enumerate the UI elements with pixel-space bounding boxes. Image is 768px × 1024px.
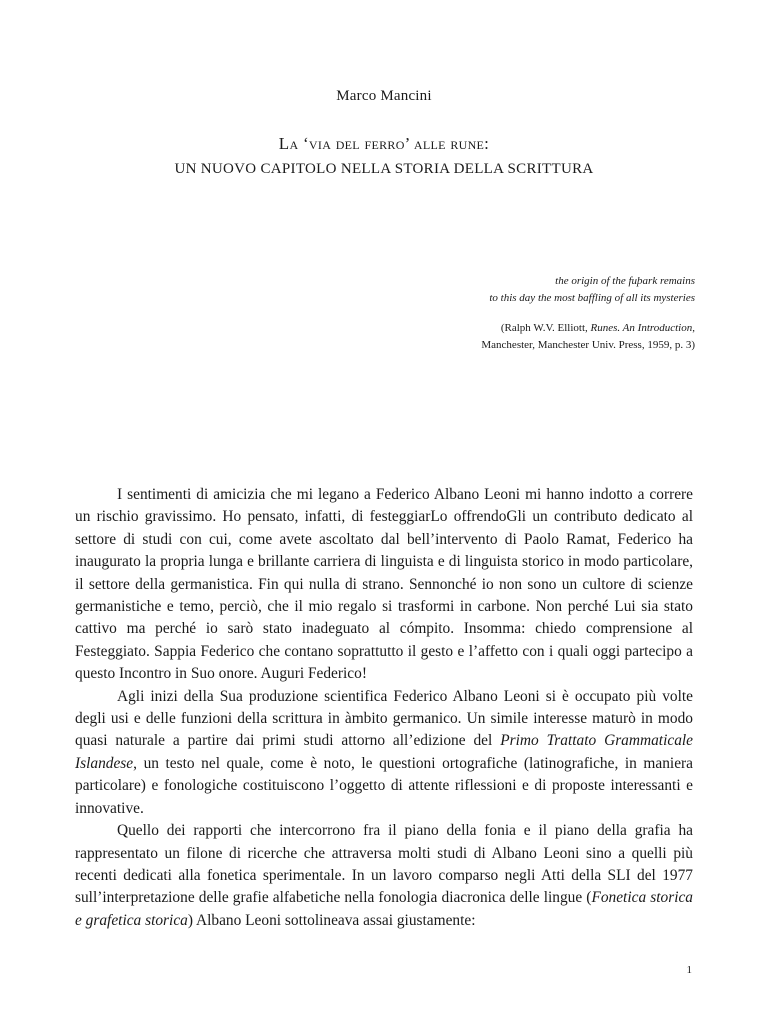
title-line-1: La ‘via del ferro’ alle rune: [278, 134, 490, 153]
epigraph-line-1: the origin of the fuþark remains [555, 275, 695, 287]
page-number: 1 [686, 964, 692, 976]
paragraph-3-text-b: ) Albano Leoni sottolineava assai giustamente: [187, 911, 476, 929]
epigraph [275, 273, 695, 307]
citation-book-title: Runes. An Introduction [590, 322, 693, 334]
paragraph-2-text-b: , un testo nel quale, come è noto, le questioni ortografiche (latinografiche, in maniera particolare) e fonologiche costituiscono l’oggetto di attente riflessioni e di proposte interessanti e innovative. [75, 754, 693, 817]
body-text [75, 484, 693, 932]
citation-line-1 [275, 320, 695, 337]
paragraph-2 [75, 686, 693, 820]
author-name: Marco Mancini [336, 88, 432, 104]
title-line-2: UN NUOVO CAPITOLO NELLA STORIA DELLA SCRITTURA [174, 161, 594, 177]
paragraph-2-italic: Primo Trattato Grammaticale Islandese [75, 732, 693, 772]
epigraph-line-2: to this day the most baffling of all its mysteries [489, 292, 695, 304]
citation-prefix: (Ralph W.V. Elliott, [500, 322, 591, 334]
epigraph-citation [275, 320, 695, 354]
paragraph-3-text-a: Quello dei rapporti che intercorrono fra il piano della fonia e il piano della grafia ha rappresentato un filone di ricerche che attraversa molti studi di Albano Leoni sino a quelli più recenti dedicati alla fonetica sperimentale. In un lavoro comparso negli Atti della SLI del 1977 sull’interpretazione delle grafie alfabetiche nella fonologia diacronica delle lingue ( [75, 822, 693, 907]
citation-rest: , [692, 322, 695, 334]
paragraph-1: I sentimenti di amicizia che mi legano a Federico Albano Leoni mi hanno indotto a correre un rischio gravissimo. Ho pensato, infatti, di festeggiarLo offrendoGli un contributo dedicato al settore di studi con cui, come avete ascoltato dal bell’intervento di Paolo Ramat, Federico ha inaugurato la propria lunga e brillante carriera di linguista e di linguista storico in modo particolare, il settore della germanistica. Fin qui nulla di strano. Sennonché io non sono un cultore di scienze germanistiche e temo, perciò, che il mio regalo si trasformi in carbone. Non perché Lui sia stato cattivo ma perché io sarò stato inadeguato al cómpito. Insomma: chiedo comprensione al Festeggiato. Sappia Federico che contano soprattutto il gesto e l’affetto con i quali oggi partecipo a questo Incontro in Suo onore. Auguri Federico! [75, 486, 693, 683]
paragraph-3-italic: Fonetica storica e grafetica storica [75, 889, 694, 929]
paragraph-3 [75, 820, 693, 932]
paragraph-2-text-a: Agli inizi della Sua produzione scientifica Federico Albano Leoni si è occupato più volte degli usi e delle funzioni della scrittura in àmbito germanico. Un simile interesse maturò in modo quasi naturale a partire dai primi studi attorno all’edizione del [75, 687, 693, 750]
citation-line-2: Manchester, Manchester Univ. Press, 1959, p. 3) [481, 339, 695, 351]
